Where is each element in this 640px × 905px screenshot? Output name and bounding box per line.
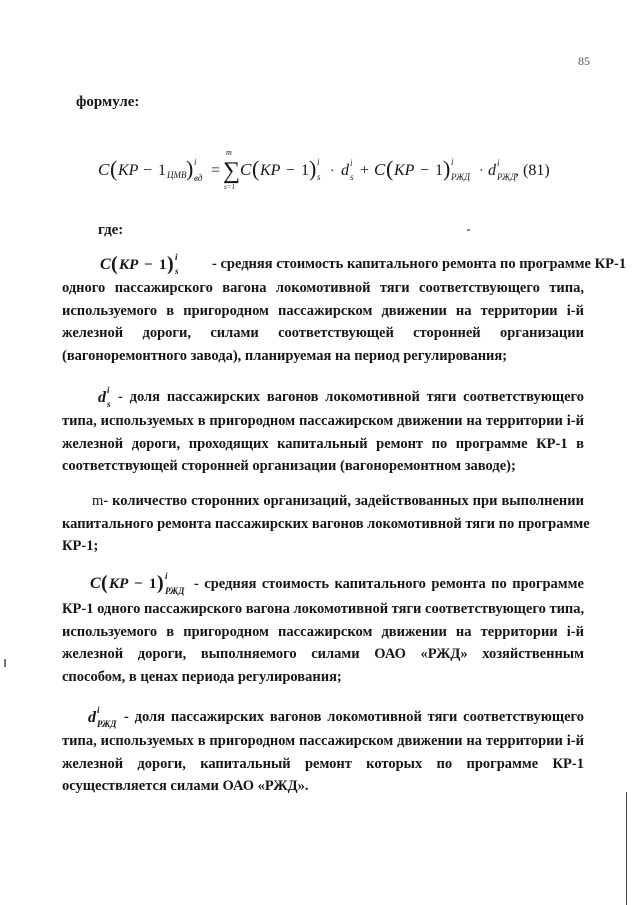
svg-text:(: ( (101, 572, 108, 594)
definition-1-line-3: используемого в пригородном пассажирском движении на территории i-й (62, 302, 584, 319)
svg-text:(: ( (110, 156, 118, 181)
definition-3-line-3: КР-1; (62, 538, 99, 554)
svg-text:КР: КР (119, 257, 139, 273)
svg-text:1: 1 (159, 257, 167, 273)
svg-text:i: i (317, 157, 320, 167)
svg-text:C: C (100, 256, 111, 273)
svg-text:+: + (360, 162, 370, 179)
symbol-m: m (92, 493, 104, 509)
definition-2 (62, 384, 584, 478)
symbol-d-s (96, 384, 118, 410)
intro-text: формуле: (76, 94, 140, 110)
svg-text:): ) (167, 253, 174, 275)
svg-text:i: i (194, 157, 197, 167)
definition-5-line-3: железной дороги, капитальный ремонт которых по программе КР-1 (62, 755, 584, 772)
svg-text:i: i (497, 158, 500, 168)
svg-text:m: m (226, 148, 232, 157)
svg-text:·: · (479, 164, 484, 179)
svg-text:i: i (107, 385, 110, 395)
definition-4-line-4: железной дороги, выполняемого силами ОАО «РЖД» хозяйственным (62, 646, 584, 662)
definition-4-line-2: КР-1 одного пассажирского вагона локомотивной тяги соответствующего типа, (62, 601, 585, 617)
svg-text:−: − (143, 162, 153, 179)
where-label: где: (98, 222, 124, 238)
svg-text:(: ( (111, 253, 118, 275)
definition-2-line-3: железной дороги, проходящих капитальный ремонт по программе КР-1 в (62, 435, 584, 452)
svg-text:): ) (186, 156, 194, 181)
svg-text:i: i (350, 158, 353, 168)
svg-text:РЖД: РЖД (497, 172, 517, 182)
svg-text:−: − (144, 257, 153, 273)
svg-text:d: d (98, 389, 106, 406)
definition-4-line-1: - средняя стоимость капитального ремонта по программе (194, 575, 584, 592)
symbol-c-kr1-rzhd (88, 570, 194, 598)
svg-text:РЖД: РЖД (165, 586, 185, 596)
svg-text:∑: ∑ (223, 158, 241, 184)
svg-text:C: C (90, 575, 101, 592)
svg-text:i: i (165, 571, 168, 581)
svg-text:КР: КР (394, 162, 415, 179)
svg-text:, (81): , (81) (515, 162, 550, 179)
definition-1 (62, 251, 627, 367)
svg-text:1: 1 (435, 162, 443, 179)
svg-text:i: i (175, 252, 178, 262)
svg-text:s: s (107, 399, 111, 409)
definition-5-line-4: осуществляется силами ОАО «РЖД». (62, 778, 309, 794)
svg-text:РЖД: РЖД (97, 719, 117, 729)
definition-4-line-3: используемого в пригородном пассажирском движении на территории i-й (62, 623, 584, 640)
svg-text:(: ( (252, 156, 260, 181)
definition-1-line-2: одного пассажирского вагона локомотивной тяги соответствующего типа, (62, 280, 584, 296)
svg-text:·: · (330, 164, 335, 179)
svg-text:КР: КР (109, 576, 129, 592)
svg-text:КР: КР (118, 162, 139, 179)
definition-5 (62, 704, 584, 798)
definition-1-line-5: (вагоноремонтного завода), планируемая на период регулирования; (62, 347, 508, 364)
svg-text:C: C (240, 160, 252, 179)
definition-3-line-2: капитального ремонта пассажирских вагонов локомотивной тяги по программе (62, 515, 590, 532)
svg-text:d: d (488, 162, 496, 179)
svg-text:1: 1 (301, 162, 309, 179)
scan-margin-line (626, 792, 627, 905)
svg-text:1: 1 (149, 576, 157, 592)
symbol-d-rzhd (86, 704, 124, 730)
definition-3-line-1: - количество сторонних организаций, задействованных при выполнении (103, 493, 584, 509)
scan-speck (467, 229, 470, 231)
definition-4 (62, 570, 584, 688)
svg-text:C: C (374, 160, 386, 179)
svg-text:): ) (157, 572, 164, 594)
formula-81 (98, 147, 550, 193)
page-number: 85 (578, 54, 590, 68)
svg-text:1: 1 (158, 162, 166, 179)
svg-text:d: d (88, 709, 96, 726)
svg-text:): ) (309, 156, 317, 181)
definition-5-line-2: типа, используемых в пригородном пассажирском движении на территории i-й (62, 733, 584, 749)
svg-text:i: i (97, 705, 100, 715)
svg-text:s=1: s=1 (224, 183, 235, 191)
svg-text:РЖД: РЖД (451, 172, 471, 182)
svg-text:−: − (286, 162, 296, 179)
definition-2-line-2: типа, используемых в пригородном пассажирском движении на территории i-й (62, 413, 584, 429)
svg-text:C: C (98, 160, 110, 179)
definition-1-line-1: - средняя стоимость капитального ремонта по программе КР-1 (212, 255, 627, 272)
svg-text:s: s (317, 172, 321, 182)
svg-text:i: i (451, 157, 454, 167)
definition-2-line-4: соответствующей сторонней организации (вагоноремонтном заводе); (62, 458, 516, 474)
definition-1-line-4: железной дороги, силами соответствующей сторонней организации (62, 325, 584, 341)
svg-text:ЦМВ: ЦМВ (167, 170, 187, 180)
svg-text:d: d (341, 162, 349, 179)
svg-text:s: s (350, 172, 354, 182)
scan-edge-mark (4, 659, 6, 667)
svg-text:s: s (175, 266, 179, 276)
svg-text:−: − (134, 576, 143, 592)
svg-text:−: − (420, 162, 430, 179)
definition-5-line-1: - доля пассажирских вагонов локомотивной тяги соответствующего (124, 708, 584, 725)
symbol-c-kr1-s (98, 251, 212, 277)
svg-text:КР: КР (260, 162, 281, 179)
svg-text:): ) (443, 156, 451, 181)
svg-text:вд: вд (194, 173, 203, 183)
svg-text:(: ( (386, 156, 394, 181)
definition-4-line-5: способом, в ценах периода регулирования; (62, 668, 342, 685)
svg-text:=: = (211, 162, 221, 179)
definition-3 (62, 490, 590, 558)
definition-2-line-1: - доля пассажирских вагонов локомотивной тяги соответствующего (118, 388, 584, 405)
